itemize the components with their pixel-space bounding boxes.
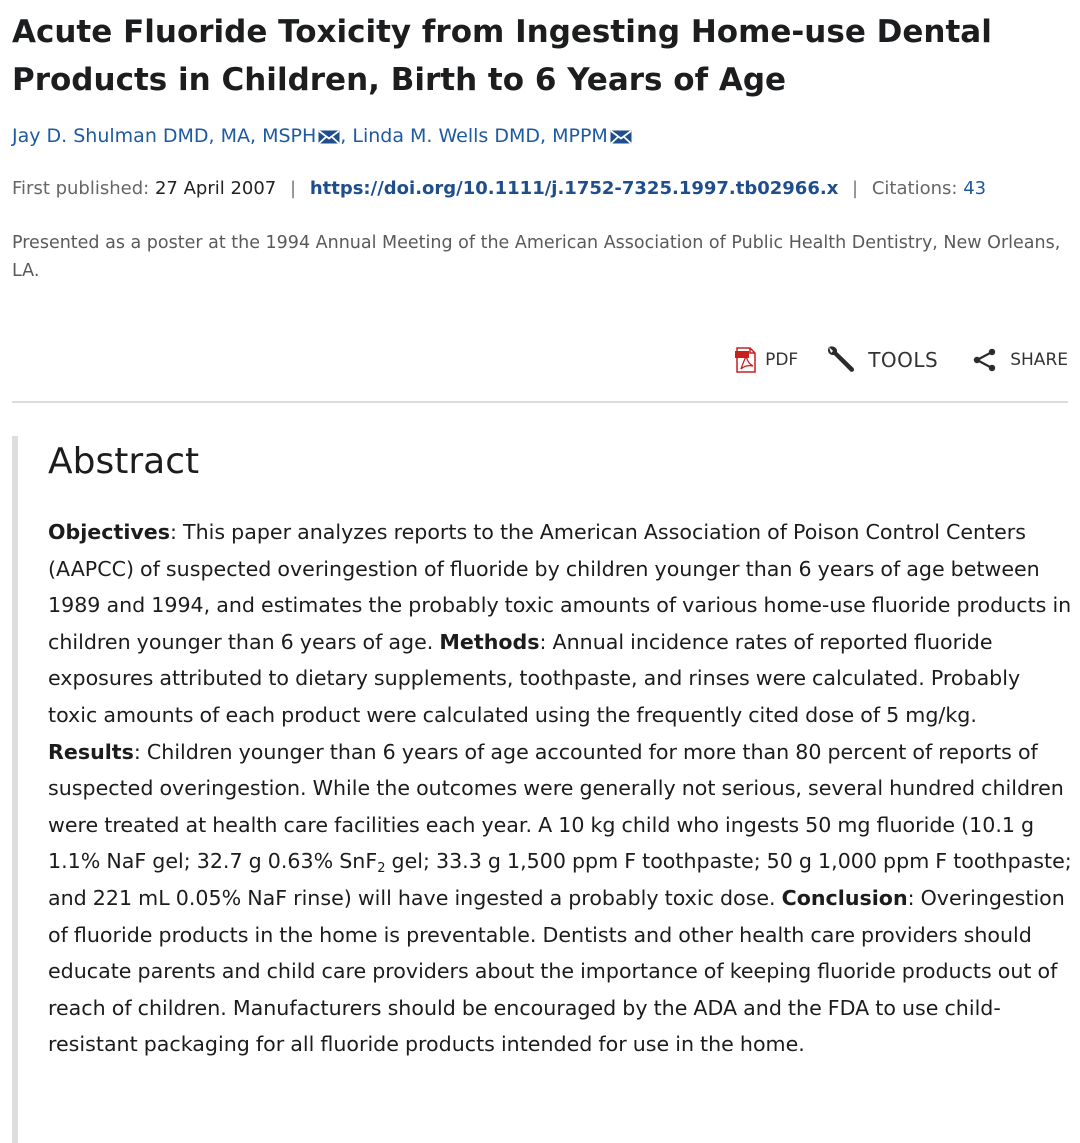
methods-text: : Annual incidence rates of reported fluoride exposures attributed to dietary supplements, toothpaste, and rinses were calculated. Probably toxic amounts of each product were calculated using the frequently cited dose of 5 mg/kg. xyxy=(48,629,1021,727)
email-icon[interactable] xyxy=(318,125,340,153)
author-separator: , xyxy=(340,125,347,147)
doi-link[interactable]: https://doi.org/10.1111/j.1752-7325.1997.tb02966.x xyxy=(309,178,839,199)
info-separator: | xyxy=(852,178,859,199)
methods-label: Methods xyxy=(439,629,540,654)
results-text: : Children younger than 6 years of age accounted for more than 80 percent of reports of suspected overingestion. While the outcomes were generally not serious, several hundred children were treated at health care facilities each year. A 10 kg child who ingests 50 mg fluoride (10.1 g 1.1% NaF gel; 32.7 g 0.63% SnF xyxy=(48,739,1064,874)
presentation-note: Presented as a poster at the 1994 Annual Meeting of the American Association of Public Health Dentistry, New Orleans, LA. xyxy=(12,233,1061,281)
pdf-label: PDF xyxy=(765,350,799,370)
publication-info xyxy=(12,175,986,203)
tools-label: TOOLS xyxy=(868,348,939,372)
section-divider xyxy=(12,401,1068,403)
share-icon xyxy=(972,347,998,373)
conclusion-label: Conclusion xyxy=(781,885,908,910)
abstract-heading: Abstract xyxy=(48,441,200,482)
abstract-body xyxy=(48,514,1072,1063)
article-title: Acute Fluoride Toxicity from Ingesting Home-use Dental Products in Children, Birth to 6 Years of Age xyxy=(12,14,992,98)
wrench-icon xyxy=(824,344,856,376)
author-link-wells[interactable]: Linda M. Wells DMD, MPPM xyxy=(352,125,608,147)
abstract-section xyxy=(12,436,1072,1143)
citations-label: Citations: xyxy=(871,178,958,199)
first-published-label: First published: xyxy=(12,178,150,199)
author-list xyxy=(12,122,632,153)
citations-count-link[interactable]: 43 xyxy=(963,178,987,199)
author-link-shulman[interactable]: Jay D. Shulman DMD, MA, MSPH xyxy=(12,125,317,147)
pdf-button[interactable] xyxy=(735,347,798,373)
first-published-date: 27 April 2007 xyxy=(154,178,277,199)
conclusion-text: : Overingestion of fluoride products in the home is preventable. Dentists and other health care providers should educate parents and child care providers about the importance of keeping fluoride products out of reach of children. Manufacturers should be encouraged by the ADA and the FDA to use child-resistant packaging for all fluoride products intended for use in the home. xyxy=(48,885,1065,1057)
share-button[interactable] xyxy=(972,347,1068,373)
email-icon[interactable] xyxy=(610,125,632,153)
results-text-continued: gel; 33.3 g 1,500 ppm F toothpaste; 50 g 1,000 ppm F toothpaste; and 221 mL 0.05% NaF rinse) will have ingested a probably toxic dose. xyxy=(48,849,1072,910)
info-separator: | xyxy=(290,178,297,199)
tools-button[interactable] xyxy=(824,344,938,376)
objectives-text: : This paper analyzes reports to the American Association of Poison Control Centers (AAPCC) of suspected overingestion of fluoride by children younger than 6 years of age between 1989 and 1994, and estimates the probably toxic amounts of various home-use fluoride products in children younger than 6 years of age. xyxy=(48,520,1072,654)
pdf-icon xyxy=(735,347,757,373)
results-subscript: 2 xyxy=(377,861,386,877)
objectives-label: Objectives xyxy=(48,520,171,544)
results-label: Results xyxy=(48,739,134,764)
share-label: SHARE xyxy=(1010,350,1068,370)
article-toolbar xyxy=(735,340,1068,380)
